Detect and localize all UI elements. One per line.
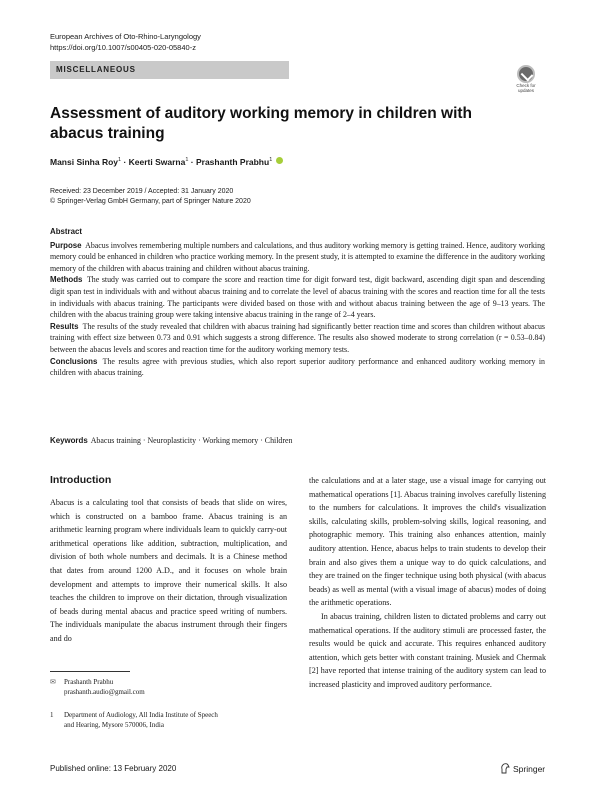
journal-header [50, 31, 201, 53]
check-updates-icon [517, 65, 535, 83]
email-link[interactable]: prashanth.audio@gmail.com [64, 688, 145, 696]
affiliation-line: Department of Audiology, All India Institute of Speech [64, 711, 218, 719]
check-for-updates-badge[interactable] [511, 65, 541, 95]
footnote-divider [50, 671, 130, 672]
affiliation-number: 1 [50, 711, 54, 719]
keywords-label: Keywords [50, 436, 88, 445]
publisher-logo[interactable] [500, 763, 545, 774]
intro-paragraph: Abacus is a calculating tool that consists of beads that slide on wires, which is constructed on a bamboo frame. Abacus training is an arithmetic learning program where individuals learn to quickly carry-out arithmetical operations like addition, subtraction, multiplication, and division of both whole numbers and decimals. It is a Chinese method that dates from around 1200 A.D., and it focuses on whole brain development and attempts to improve their numerical skills. It also teaches the children to improve on their dictation, through visualization of beads during mental abacus and practice speed writing of numbers. The individuals manipulate the abacus instrument through their fingers and do [50, 498, 287, 643]
keywords-list: Abacus training · Neuroplasticity · Working memory · Children [90, 436, 293, 445]
abstract-conclusions: Conclusions The results agree with previous studies, which also report superior auditory performance and enhanced auditory working memory in children with abacus training. [50, 356, 545, 378]
author-name[interactable]: Keerti Swarna [128, 157, 186, 167]
received-accepted: Received: 23 December 2019 / Accepted: 31 January 2020 [50, 188, 234, 195]
affiliation-line: and Hearing, Mysore 570006, India [64, 721, 164, 729]
keywords [50, 436, 292, 445]
intro-heading: Introduction [50, 474, 112, 486]
springer-horse-icon [500, 763, 510, 774]
journal-name: European Archives of Oto-Rhino-Laryngology [50, 32, 201, 41]
abstract-methods: Methods The study was carried out to compare the score and reaction time for digit forward test, digit backward, ascending digit span and descending digit span test in individuals with and without abacus training and to correlate the level of abacus training with the scores and reaction time for all the tests in individuals with abacus training. The participants were divided based on those with and without abacus training between the age of 9–13 years. The children with the abacus training group were taking intensive abacus training in the range of 2–4 years. [50, 275, 545, 320]
section-label: MISCELLANEOUS [56, 65, 136, 74]
affiliation [50, 710, 218, 730]
author-list: Mansi Sinha Roy$^1$ · Keerti Swarna$^1$ · Prashanth Prabhu$^1$ [50, 157, 283, 167]
right-column [309, 474, 546, 692]
envelope-icon: ✉ [50, 678, 56, 686]
corresponding-author: Prashanth Prabhu [64, 678, 114, 686]
intro-paragraph: In abacus training, children listen to dictated problems and carry out mathematical operations. If the auditory stimuli are processed faster, the results would be quick and accurate. This requires enhanced auditory attention, which gets better with constant training. Musiek and Chermak [2] have reported that intense training of the auditory system can lead to increased plasticity and improved auditory performance. [309, 611, 546, 689]
abstract-purpose: Purpose Abacus involves remembering multiple numbers and calculations, and thus auditory working memory is getting trained. Hence, auditory working memory could be enhanced in children who practice working memory. In the present study, it is attempted to examine the difference in the auditory working memory of the children with abacus training and children without abacus training. [50, 240, 545, 273]
copyright: © Springer-Verlag GmbH Germany, part of Springer Nature 2020 [50, 198, 251, 205]
abstract-heading: Abstract [50, 227, 83, 236]
published-date: Published online: 13 February 2020 [50, 764, 177, 773]
author-name[interactable]: Mansi Sinha Roy [50, 157, 119, 167]
doi-link[interactable]: https://doi.org/10.1007/s00405-020-05840-z [50, 43, 196, 52]
correspondence [50, 677, 145, 697]
author-name[interactable]: Prashanth Prabhu [195, 157, 270, 167]
section-bar [50, 61, 289, 79]
intro-paragraph: the calculations and at a later stage, use a visual image for carrying out mathematical operations [1]. Abacus training involves carefully listening to the numbers for calculations. It improves the child's visualization skills, calculating skills, problem-solving skills, logical reasoning, and photographic memory. This training also enhances attention, mainly auditory attention. Hence, abacus helps to train students to develop their brain and also gives them a unique way to do quick calculations, and they are trained on the finger technique using both physical (with abacus beads) as well as mental (with a visual image of abacus) modes of doing the arithmetic operations. [309, 476, 546, 608]
check-updates-label: Check for updates [516, 83, 536, 93]
article-dates [50, 187, 251, 207]
article-title: Assessment of auditory working memory in children with abacus training [50, 105, 473, 142]
publisher-name: Springer [513, 763, 546, 774]
orcid-icon[interactable] [276, 157, 283, 164]
left-column [50, 474, 287, 646]
abstract [50, 226, 545, 379]
abstract-results: Results The results of the study revealed that children with abacus training had significantly better reaction time and scores than children without abacus training with effect size between 0.73 and 0.91 which suggests a strong difference. The results also showed moderate to strong correlation (r = 0.53–0.84) between the abacus levels and scores and reaction time for the auditory working memory tests. [50, 321, 545, 354]
